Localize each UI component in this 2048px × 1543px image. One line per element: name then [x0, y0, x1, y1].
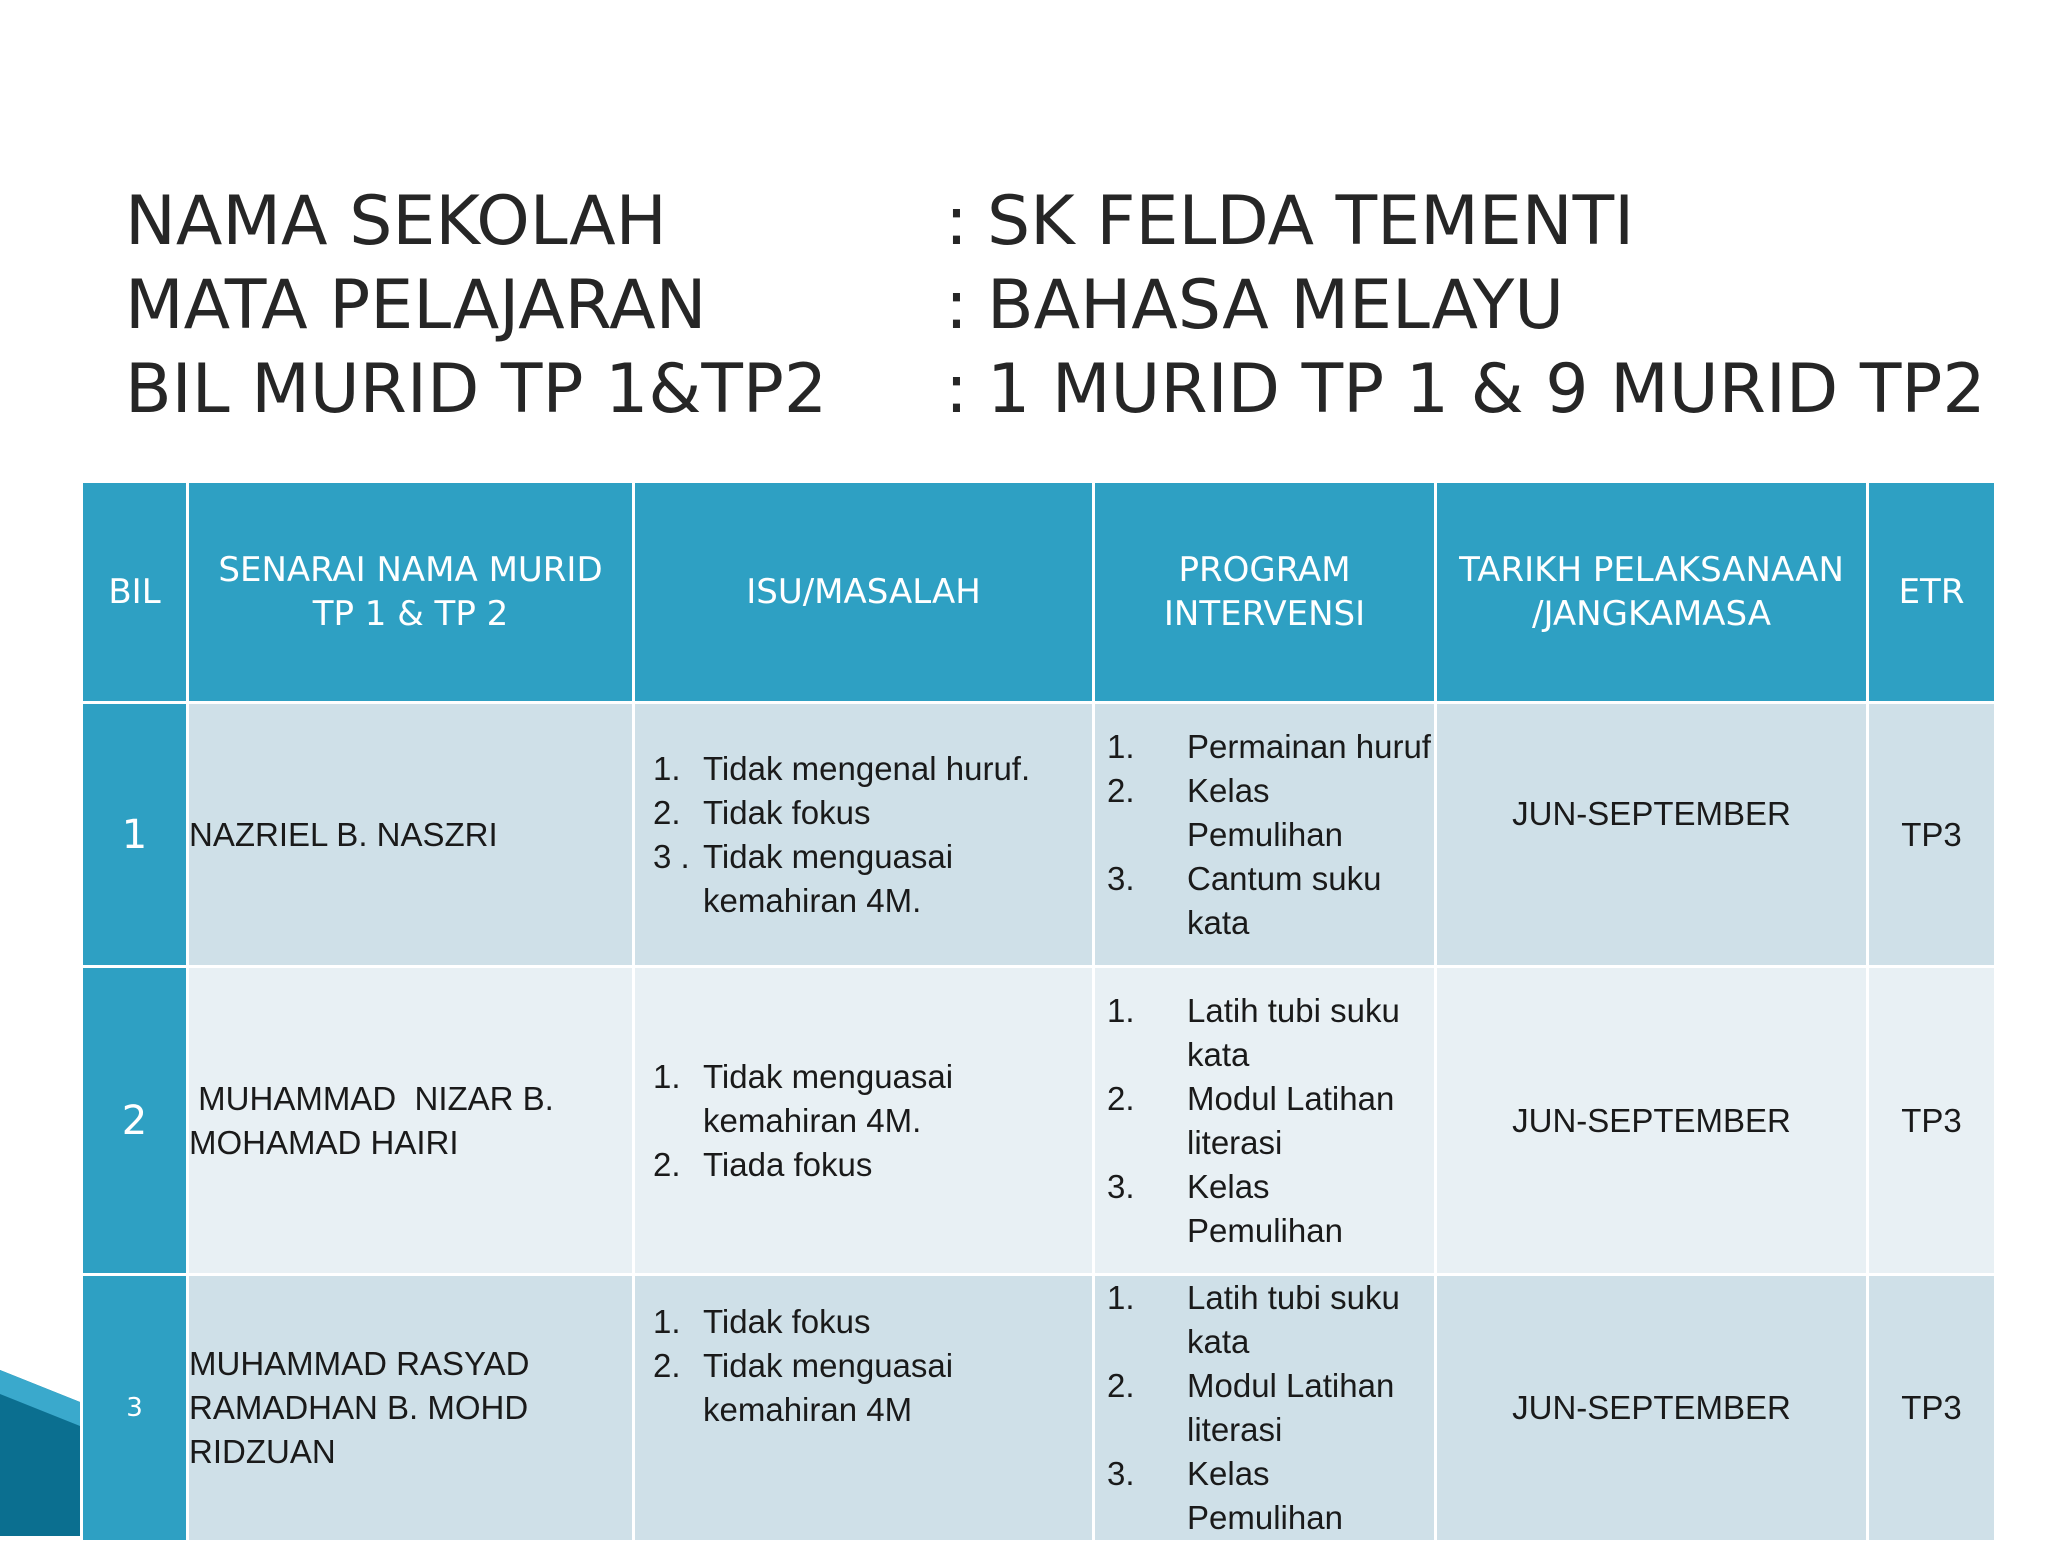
student-name-line: MUHAMMAD NIZAR B. — [189, 1079, 554, 1117]
col-header-tarikh-line: TARIKH PELAKSANAAN — [1459, 550, 1844, 590]
program-cell — [1094, 1275, 1436, 1542]
etr-cell: TP3 — [1868, 703, 1996, 967]
program-item: 1. Latih tubi suku kata — [1187, 1276, 1434, 1364]
isu-item: 1. Tidak mengenal huruf. — [703, 747, 1092, 791]
isu-list — [635, 1300, 1092, 1432]
tarikh-cell: JUN-SEPTEMBER — [1436, 967, 1868, 1275]
isu-cell — [634, 967, 1094, 1275]
program-item: 2. Modul Latihan literasi — [1187, 1364, 1434, 1452]
student-name-cell — [188, 967, 634, 1275]
isu-item: 1. Tidak fokus — [703, 1300, 1092, 1344]
student-name-line: MUHAMMAD RASYAD — [189, 1345, 530, 1382]
program-list — [1095, 725, 1434, 945]
tarikh-cell: JUN-SEPTEMBER — [1436, 1275, 1868, 1542]
table-row — [82, 967, 1996, 1275]
program-item: 1. Permainan huruf — [1187, 725, 1434, 769]
header-colon: : — [945, 266, 968, 345]
subject-value: BAHASA MELAYU — [987, 266, 1565, 345]
header-colon: : — [945, 182, 968, 261]
isu-cell — [634, 703, 1094, 967]
corner-swoosh-decoration — [0, 1370, 90, 1536]
bil-cell: 1 — [82, 703, 188, 967]
header-row-student-count — [125, 348, 2005, 432]
student-name-cell — [188, 703, 634, 967]
isu-item: 2. Tidak menguasai kemahiran 4M — [703, 1344, 1092, 1432]
header-row-subject — [125, 264, 2005, 348]
program-item: 3. Kelas Pemulihan — [1187, 1165, 1434, 1253]
isu-list — [635, 1055, 1092, 1187]
program-item: 3. Kelas Pemulihan — [1187, 1452, 1434, 1540]
isu-item: 3 . Tidak menguasai kemahiran 4M. — [703, 835, 1092, 923]
col-header-bil: BIL — [82, 482, 188, 703]
col-header-etr: ETR — [1868, 482, 1996, 703]
program-item: 1. Latih tubi suku kata — [1187, 989, 1434, 1077]
subject-label: MATA PELAJARAN — [125, 266, 707, 345]
etr-cell: TP3 — [1868, 967, 1996, 1275]
isu-item: 2. Tiada fokus — [703, 1143, 1092, 1187]
slide-header — [125, 180, 2005, 432]
program-list — [1095, 1276, 1434, 1540]
student-name-line: NAZRIEL B. NASZRI — [189, 815, 498, 853]
col-header-tarikh-line: /JANGKAMASA — [1532, 594, 1771, 634]
program-item: 2. Modul Latihan literasi — [1187, 1077, 1434, 1165]
student-name-line: RIDZUAN — [189, 1433, 336, 1470]
program-list — [1095, 989, 1434, 1253]
student-name-line: RAMADHAN B. MOHD — [189, 1389, 529, 1426]
bil-cell: 2 — [82, 967, 188, 1275]
student-name-line: MOHAMAD HAIRI — [189, 1123, 459, 1161]
header-row-school — [125, 180, 2005, 264]
table-header-row — [82, 482, 1996, 703]
program-item: 2. Kelas Pemulihan — [1187, 769, 1434, 857]
col-header-name-line: TP 1 & TP 2 — [312, 594, 509, 634]
col-header-program — [1094, 482, 1436, 703]
col-header-name — [188, 482, 634, 703]
student-count-value: 1 MURID TP 1 & 9 MURID TP2 — [987, 350, 1986, 429]
col-header-name-line: SENARAI NAMA MURID — [218, 550, 603, 590]
col-header-program-line: PROGRAM — [1178, 550, 1351, 590]
school-label: NAMA SEKOLAH — [125, 182, 667, 261]
table-row — [82, 703, 1996, 967]
isu-list — [635, 747, 1092, 923]
school-value: SK FELDA TEMENTI — [987, 182, 1635, 261]
bil-cell: 3 — [82, 1275, 188, 1542]
isu-item: 2. Tidak fokus — [703, 791, 1092, 835]
program-item: 3. Cantum suku kata — [1187, 857, 1434, 945]
tarikh-cell: JUN-SEPTEMBER — [1436, 703, 1868, 967]
isu-cell — [634, 1275, 1094, 1542]
col-header-program-line: INTERVENSI — [1163, 594, 1366, 634]
etr-cell: TP3 — [1868, 1275, 1996, 1542]
intervention-table — [80, 480, 1997, 1543]
col-header-tarikh — [1436, 482, 1868, 703]
student-count-label: BIL MURID TP 1&TP2 — [125, 350, 828, 429]
program-cell — [1094, 703, 1436, 967]
col-header-isu: ISU/MASALAH — [634, 482, 1094, 703]
isu-item: 1. Tidak menguasai kemahiran 4M. — [703, 1055, 1092, 1143]
table-row — [82, 1275, 1996, 1542]
student-name-cell — [188, 1275, 634, 1542]
header-colon: : — [945, 350, 968, 429]
program-cell — [1094, 967, 1436, 1275]
